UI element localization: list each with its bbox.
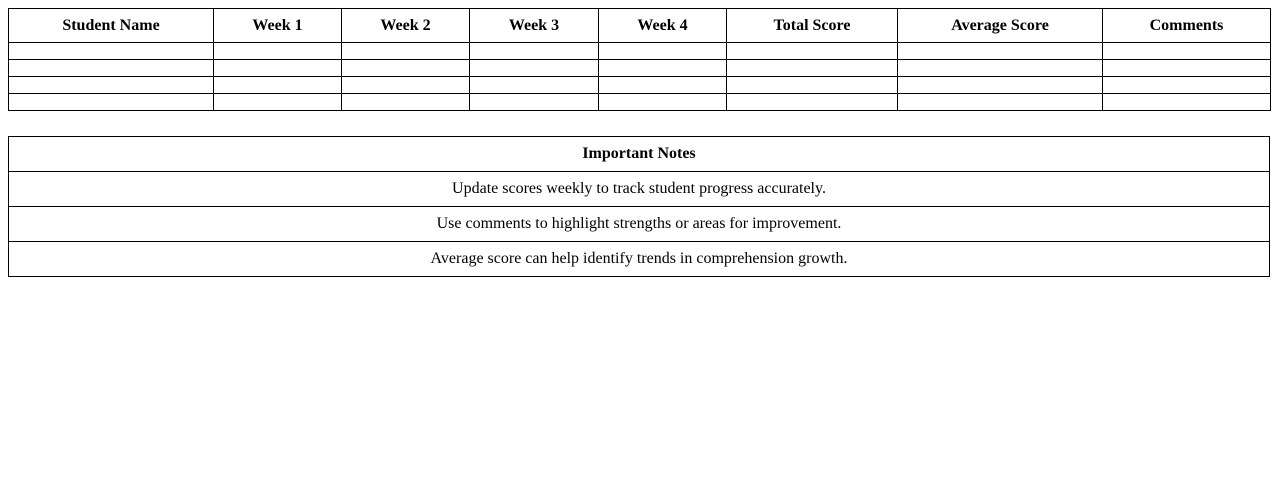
cell-week-4[interactable] [599,94,727,111]
cell-total-score[interactable] [727,43,898,60]
cell-week-1[interactable] [214,60,342,77]
cell-student-name[interactable] [9,94,214,111]
important-notes-table [8,136,1270,277]
cell-average-score[interactable] [898,43,1103,60]
cell-week-4[interactable] [599,60,727,77]
cell-total-score[interactable] [727,77,898,94]
student-scores-table [8,8,1271,111]
header-week-2: Week 2 [342,9,470,43]
cell-week-2[interactable] [342,77,470,94]
cell-comments[interactable] [1103,43,1271,60]
cell-average-score[interactable] [898,94,1103,111]
cell-week-2[interactable] [342,43,470,60]
cell-student-name[interactable] [9,43,214,60]
table-row [9,60,1271,77]
cell-week-3[interactable] [470,43,599,60]
cell-average-score[interactable] [898,60,1103,77]
cell-student-name[interactable] [9,60,214,77]
note-row [9,172,1270,207]
note-row [9,207,1270,242]
table-row [9,43,1271,60]
note-item: Average score can help identify trends in comprehension growth. [9,242,1270,277]
cell-comments[interactable] [1103,60,1271,77]
header-comments: Comments [1103,9,1271,43]
note-row [9,242,1270,277]
cell-week-1[interactable] [214,94,342,111]
cell-week-4[interactable] [599,77,727,94]
header-week-1: Week 1 [214,9,342,43]
cell-student-name[interactable] [9,77,214,94]
table-header-row [9,9,1271,43]
cell-week-1[interactable] [214,43,342,60]
note-item: Use comments to highlight strengths or areas for improvement. [9,207,1270,242]
cell-comments[interactable] [1103,77,1271,94]
cell-week-3[interactable] [470,60,599,77]
cell-week-2[interactable] [342,94,470,111]
header-student-name: Student Name [9,9,214,43]
note-item: Update scores weekly to track student progress accurately. [9,172,1270,207]
cell-total-score[interactable] [727,60,898,77]
header-average-score: Average Score [898,9,1103,43]
header-week-3: Week 3 [470,9,599,43]
header-total-score: Total Score [727,9,898,43]
header-week-4: Week 4 [599,9,727,43]
cell-average-score[interactable] [898,77,1103,94]
notes-title: Important Notes [9,137,1270,172]
notes-header-row [9,137,1270,172]
cell-week-2[interactable] [342,60,470,77]
cell-week-3[interactable] [470,94,599,111]
table-row [9,77,1271,94]
cell-total-score[interactable] [727,94,898,111]
cell-week-1[interactable] [214,77,342,94]
cell-comments[interactable] [1103,94,1271,111]
table-row [9,94,1271,111]
cell-week-4[interactable] [599,43,727,60]
cell-week-3[interactable] [470,77,599,94]
